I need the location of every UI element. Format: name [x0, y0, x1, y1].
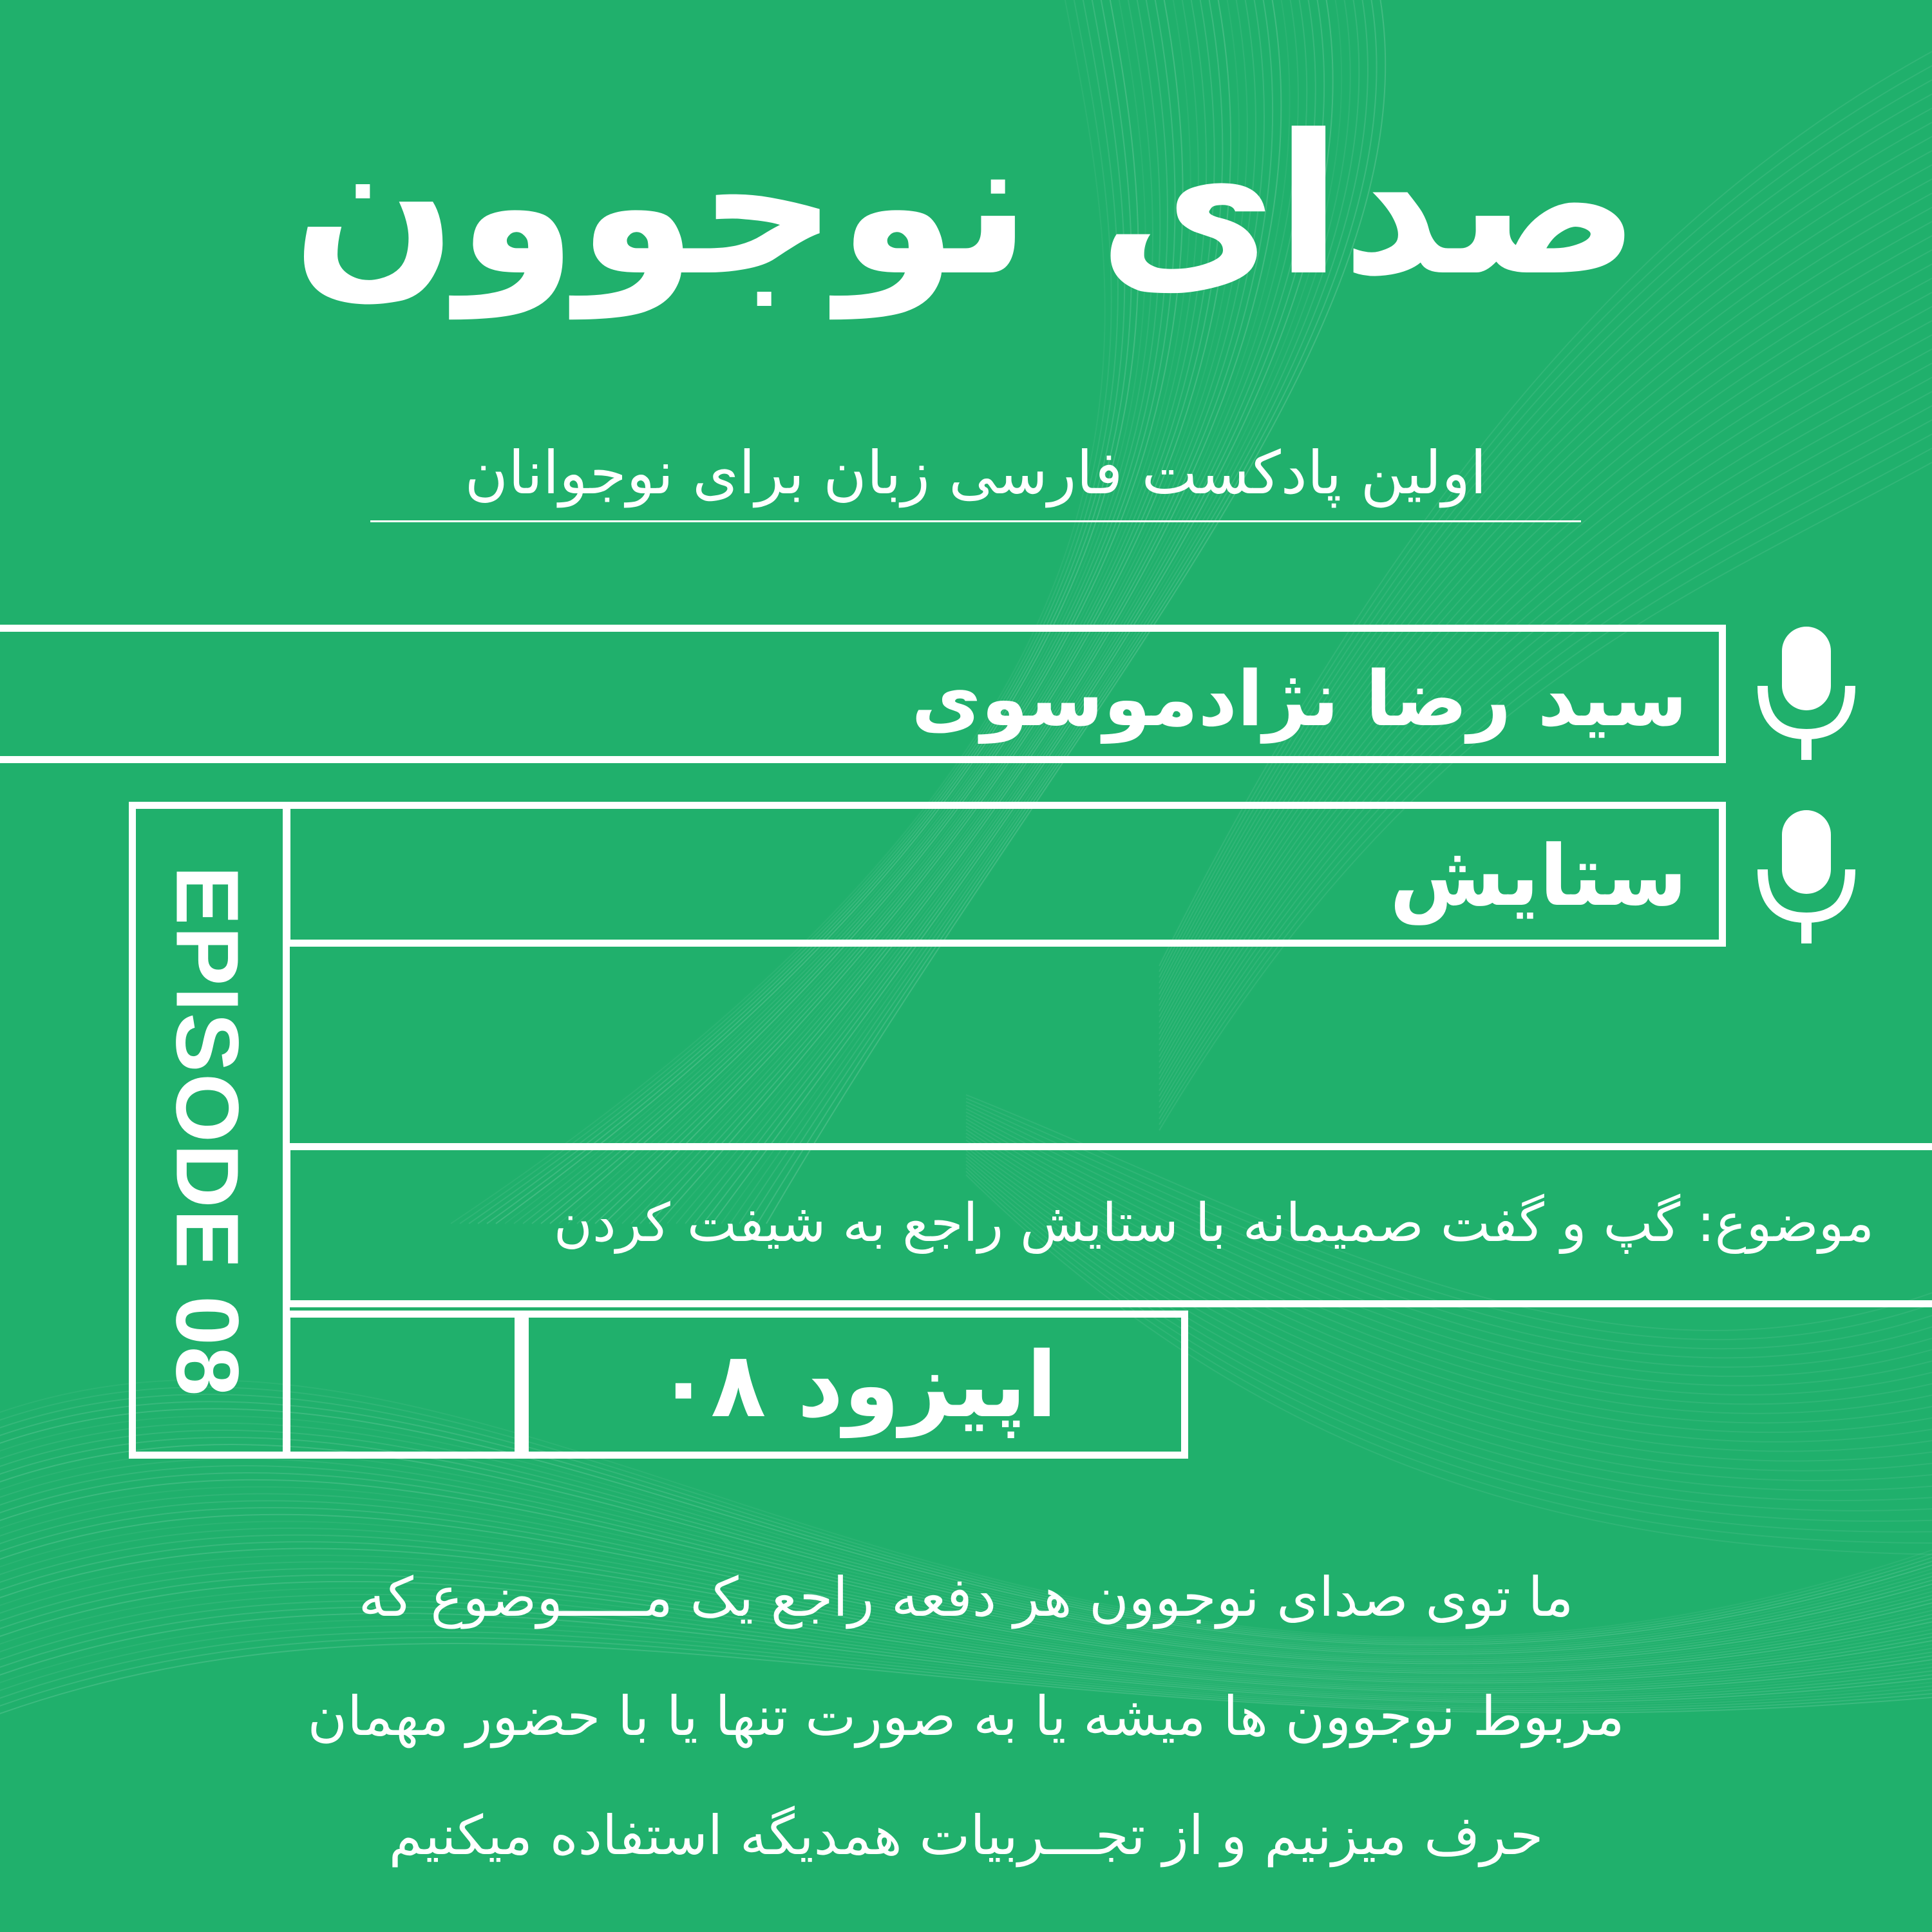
episode-vertical-label: [137, 813, 277, 1450]
episode-label-en: EPISODE 08: [157, 866, 257, 1397]
guest-name: ستایش: [1389, 827, 1687, 925]
page-title: صدای نوجوون: [292, 93, 1640, 318]
host-name: سید رضا نژادموسوی: [911, 654, 1687, 743]
episode-topic: موضوع: گپ و گفت صمیمانه با ستایش راجع به شیفت کردن: [553, 1193, 1874, 1254]
microphone-icon: [1755, 621, 1858, 763]
empty-box: [283, 1311, 522, 1459]
description-line: حرف میزنیم و از تجـــربیات همدیگه استفاده میکنیم: [388, 1804, 1544, 1867]
description-line: مربوط نوجوون ها میشه یا به صورت تنها یا با حضور مهمان: [307, 1685, 1625, 1748]
episode-label-fa: اپیزود ۰۸: [656, 1333, 1057, 1438]
subtitle-underline: [370, 520, 1581, 522]
description-line: ما توی صدای نوجوون هر دفعه راجع یک مـــــوضوع که: [358, 1566, 1574, 1629]
subtitle: اولین پادکست فارسی زبان برای نوجوانان: [464, 439, 1487, 507]
microphone-icon: [1755, 805, 1858, 947]
